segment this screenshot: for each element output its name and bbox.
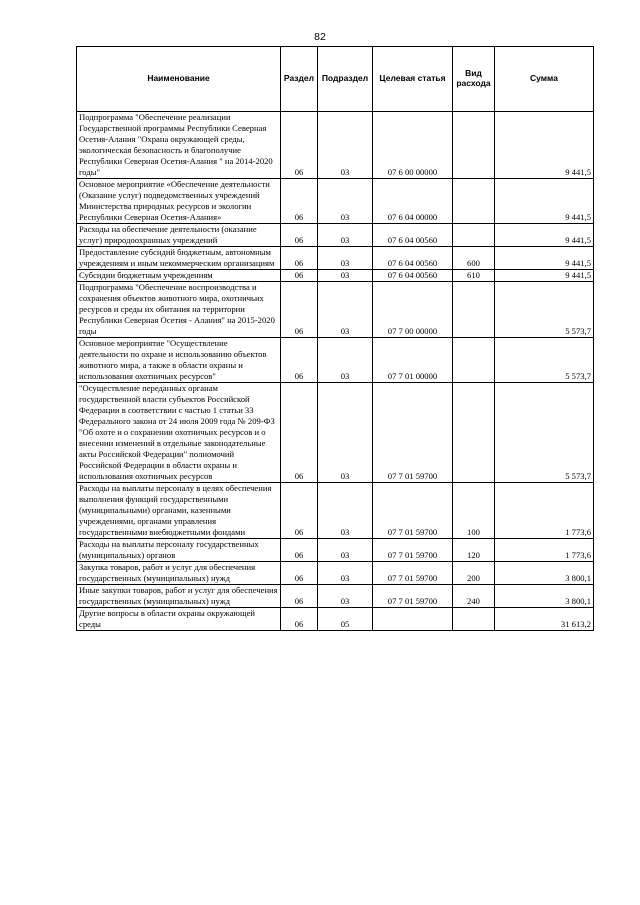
cell-section: 06	[281, 562, 318, 585]
table-row	[77, 483, 594, 539]
cell-section: 06	[281, 282, 318, 338]
cell-target	[373, 608, 453, 631]
cell-amount: 1 773,6	[495, 483, 594, 539]
table-row	[77, 112, 594, 179]
cell-section: 06	[281, 483, 318, 539]
cell-subsection: 03	[318, 224, 373, 247]
cell-expense-type	[453, 112, 495, 179]
table-row	[77, 224, 594, 247]
cell-name: Другие вопросы в области охраны окружающей среды	[77, 608, 281, 631]
cell-expense-type: 240	[453, 585, 495, 608]
cell-expense-type	[453, 282, 495, 338]
cell-target: 07 6 00 00000	[373, 112, 453, 179]
cell-target: 07 7 01 59700	[373, 383, 453, 483]
cell-expense-type	[453, 383, 495, 483]
cell-name: Закупка товаров, работ и услуг для обеспечения государственных (муниципальных) нужд	[77, 562, 281, 585]
header-expense-type: Вид расхода	[453, 47, 495, 112]
table-row	[77, 608, 594, 631]
cell-expense-type	[453, 608, 495, 631]
cell-subsection: 03	[318, 539, 373, 562]
cell-amount: 3 800,1	[495, 585, 594, 608]
cell-section: 06	[281, 585, 318, 608]
cell-expense-type	[453, 179, 495, 224]
cell-name: Иные закупки товаров, работ и услуг для обеспечения государственных (муниципальных) нужд	[77, 585, 281, 608]
cell-target: 07 6 04 00000	[373, 179, 453, 224]
cell-amount: 9 441,5	[495, 179, 594, 224]
cell-expense-type: 200	[453, 562, 495, 585]
cell-section: 06	[281, 112, 318, 179]
cell-section: 06	[281, 179, 318, 224]
cell-subsection: 03	[318, 247, 373, 270]
cell-expense-type	[453, 338, 495, 383]
cell-name: Расходы на обеспечение деятельности (оказание услуг) природоохранных учреждений	[77, 224, 281, 247]
cell-expense-type	[453, 224, 495, 247]
table-row	[77, 247, 594, 270]
cell-section: 06	[281, 539, 318, 562]
cell-name: Подпрограмма "Обеспечение воспроизводства и сохранения объектов животного мира, охотничьих ресурсов и среды их обитания на территории Республики Северная Осетия - Алания" на 2015-2020 годы	[77, 282, 281, 338]
cell-target: 07 6 04 00560	[373, 224, 453, 247]
header-subsection: Подраздел	[318, 47, 373, 112]
cell-amount: 31 613,2	[495, 608, 594, 631]
header-amount: Сумма	[495, 47, 594, 112]
cell-section: 06	[281, 247, 318, 270]
cell-subsection: 05	[318, 608, 373, 631]
cell-subsection: 03	[318, 585, 373, 608]
cell-target: 07 7 01 59700	[373, 562, 453, 585]
cell-target: 07 7 01 59700	[373, 539, 453, 562]
cell-amount: 9 441,5	[495, 224, 594, 247]
cell-subsection: 03	[318, 562, 373, 585]
cell-subsection: 03	[318, 179, 373, 224]
cell-section: 06	[281, 383, 318, 483]
table-header-row	[77, 47, 594, 112]
cell-amount: 3 800,1	[495, 562, 594, 585]
header-name: Наименование	[77, 47, 281, 112]
page-number: 82	[314, 31, 326, 43]
cell-subsection: 03	[318, 270, 373, 282]
cell-target: 07 7 01 59700	[373, 585, 453, 608]
cell-amount: 5 573,7	[495, 383, 594, 483]
cell-subsection: 03	[318, 383, 373, 483]
cell-target: 07 7 01 00000	[373, 338, 453, 383]
cell-section: 06	[281, 338, 318, 383]
budget-table	[76, 46, 594, 631]
cell-amount: 5 573,7	[495, 282, 594, 338]
header-section: Раздел	[281, 47, 318, 112]
cell-name: Субсидии бюджетным учреждениям	[77, 270, 281, 282]
cell-section: 06	[281, 224, 318, 247]
cell-expense-type: 610	[453, 270, 495, 282]
header-target: Целевая статья	[373, 47, 453, 112]
cell-target: 07 7 01 59700	[373, 483, 453, 539]
cell-target: 07 7 00 00000	[373, 282, 453, 338]
cell-expense-type: 120	[453, 539, 495, 562]
cell-amount: 9 441,5	[495, 270, 594, 282]
cell-name: Предоставление субсидий бюджетным, автономным учреждениям и иным некоммерческим организациям	[77, 247, 281, 270]
cell-section: 06	[281, 608, 318, 631]
cell-name: "Осуществление переданных органам государственной власти субъектов Российской Федерации в соответствии с частью 1 статьи 33 Федерального закона от 24 июля 2009 года № 209-ФЗ "Об охоте и о сохранении охотничьих ресурсов и о внесении изменений в отдельные законодательные акты Российской Федерации" полномочий Российской Федерации в области охраны и использования охотничьих ресурсов	[77, 383, 281, 483]
cell-name: Основное мероприятие «Обеспечение деятельности (Оказание услуг) подведомственных учреждений Министерства природных ресурсов и экологии Республики Северная Осетия-Алания»	[77, 179, 281, 224]
cell-name: Подпрограмма "Обеспечение реализации Государственной программы Республики Северная Осетия-Алания "Охрана окружающей среды, экологическая безопасность и благополучие Республики Северная Осетия-Алания " на 2014-2020 годы"	[77, 112, 281, 179]
cell-amount: 5 573,7	[495, 338, 594, 383]
cell-subsection: 03	[318, 338, 373, 383]
cell-subsection: 03	[318, 112, 373, 179]
table-row	[77, 282, 594, 338]
cell-target: 07 6 04 00560	[373, 270, 453, 282]
cell-name: Расходы на выплаты персоналу в целях обеспечения выполнения функций государственными (муниципальными) органами, казенными учреждениями, органами управления государственными внебюджетными фондами	[77, 483, 281, 539]
table-row	[77, 270, 594, 282]
cell-amount: 1 773,6	[495, 539, 594, 562]
cell-name: Основное мероприятие "Осуществление деятельности по охране и использованию объектов животного мира, а также в области охраны и использования охотничьих ресурсов"	[77, 338, 281, 383]
table-row	[77, 562, 594, 585]
cell-expense-type: 100	[453, 483, 495, 539]
cell-subsection: 03	[318, 282, 373, 338]
cell-name: Расходы на выплаты персоналу государственных (муниципальных) органов	[77, 539, 281, 562]
table-row	[77, 179, 594, 224]
table-row	[77, 338, 594, 383]
table-body	[77, 112, 594, 631]
cell-subsection: 03	[318, 483, 373, 539]
table-row	[77, 585, 594, 608]
cell-expense-type: 600	[453, 247, 495, 270]
cell-amount: 9 441,5	[495, 112, 594, 179]
table-row	[77, 383, 594, 483]
cell-amount: 9 441,5	[495, 247, 594, 270]
cell-section: 06	[281, 270, 318, 282]
table-row	[77, 539, 594, 562]
cell-target: 07 6 04 00560	[373, 247, 453, 270]
